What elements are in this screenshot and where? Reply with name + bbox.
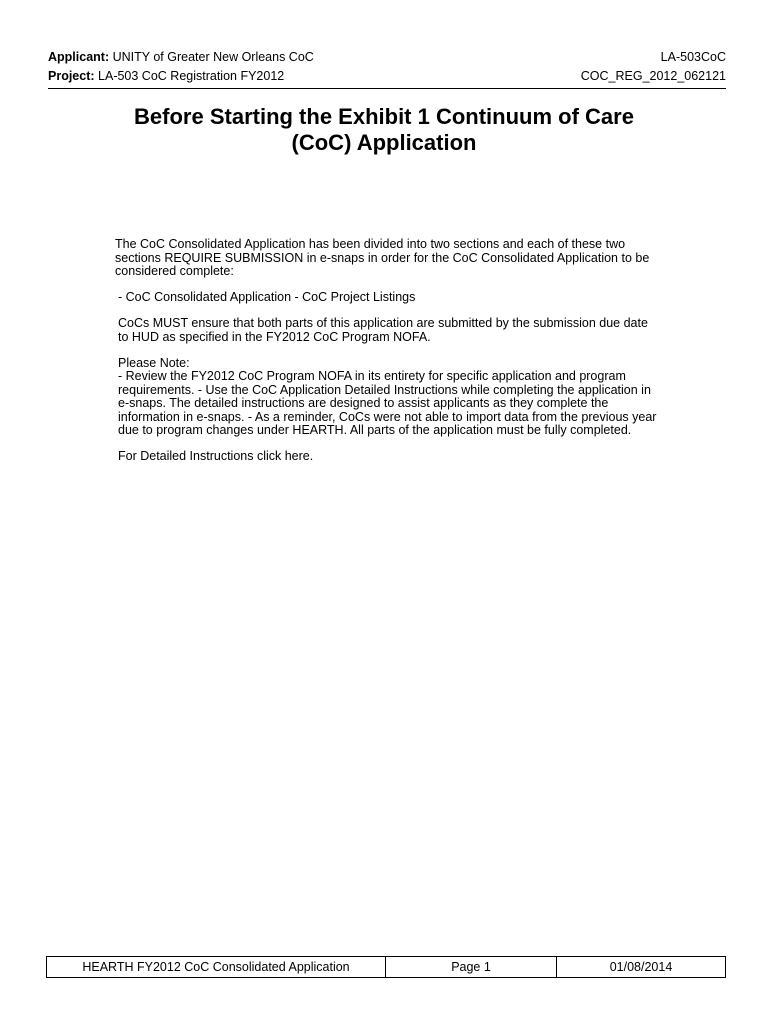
submission-paragraph: CoCs MUST ensure that both parts of this application are submitted by the submission due date to HUD as specified in the FY2012 CoC Program NOFA. xyxy=(118,316,648,344)
project-info xyxy=(48,67,284,86)
sections-list: - CoC Consolidated Application - CoC Project Listings xyxy=(118,290,416,304)
project-value: LA-503 CoC Registration FY2012 xyxy=(98,69,285,83)
coc-code: LA-503CoC xyxy=(660,50,726,64)
page-footer xyxy=(46,956,726,978)
applicant-value: UNITY of Greater New Orleans CoC xyxy=(112,50,314,64)
header-row-applicant xyxy=(48,48,726,67)
note-text: - Review the FY2012 CoC Program NOFA in its entirety for specific application and program requirements. - Use the CoC Application Detailed Instructions while completing the application in e-snaps. The detailed instructions are designed to assist applicants as they complete the information in e-snaps. - As a reminder, CoCs were not able to import data from the previous year due to program changes under HEARTH. All parts of the application must be fully completed. xyxy=(118,369,657,437)
note-paragraph xyxy=(115,357,660,438)
header-row-project xyxy=(48,67,726,86)
footer-page-number: Page 1 xyxy=(386,957,557,977)
note-heading: Please Note: xyxy=(118,355,190,370)
applicant-info xyxy=(48,48,314,67)
detailed-instructions-link[interactable]: For Detailed Instructions click here. xyxy=(118,449,314,463)
footer-date: 01/08/2014 xyxy=(609,960,673,974)
project-label: Project: xyxy=(48,69,95,83)
page-header xyxy=(48,48,726,89)
footer-document-name: HEARTH FY2012 CoC Consolidated Application xyxy=(47,957,386,977)
intro-paragraph: The CoC Consolidated Application has been divided into two sections and each of these two sections REQUIRE SUBMISSION in e-snaps in order for the CoC Consolidated Application to be considered complete: xyxy=(115,237,650,278)
instructions-body xyxy=(115,238,660,476)
page-title xyxy=(48,104,720,156)
applicant-label: Applicant: xyxy=(48,50,110,64)
registration-id: COC_REG_2012_062121 xyxy=(580,69,726,83)
title-line-1: Before Starting the Exhibit 1 Continuum of Care xyxy=(134,104,634,129)
title-line-2: (CoC) Application xyxy=(291,130,477,155)
